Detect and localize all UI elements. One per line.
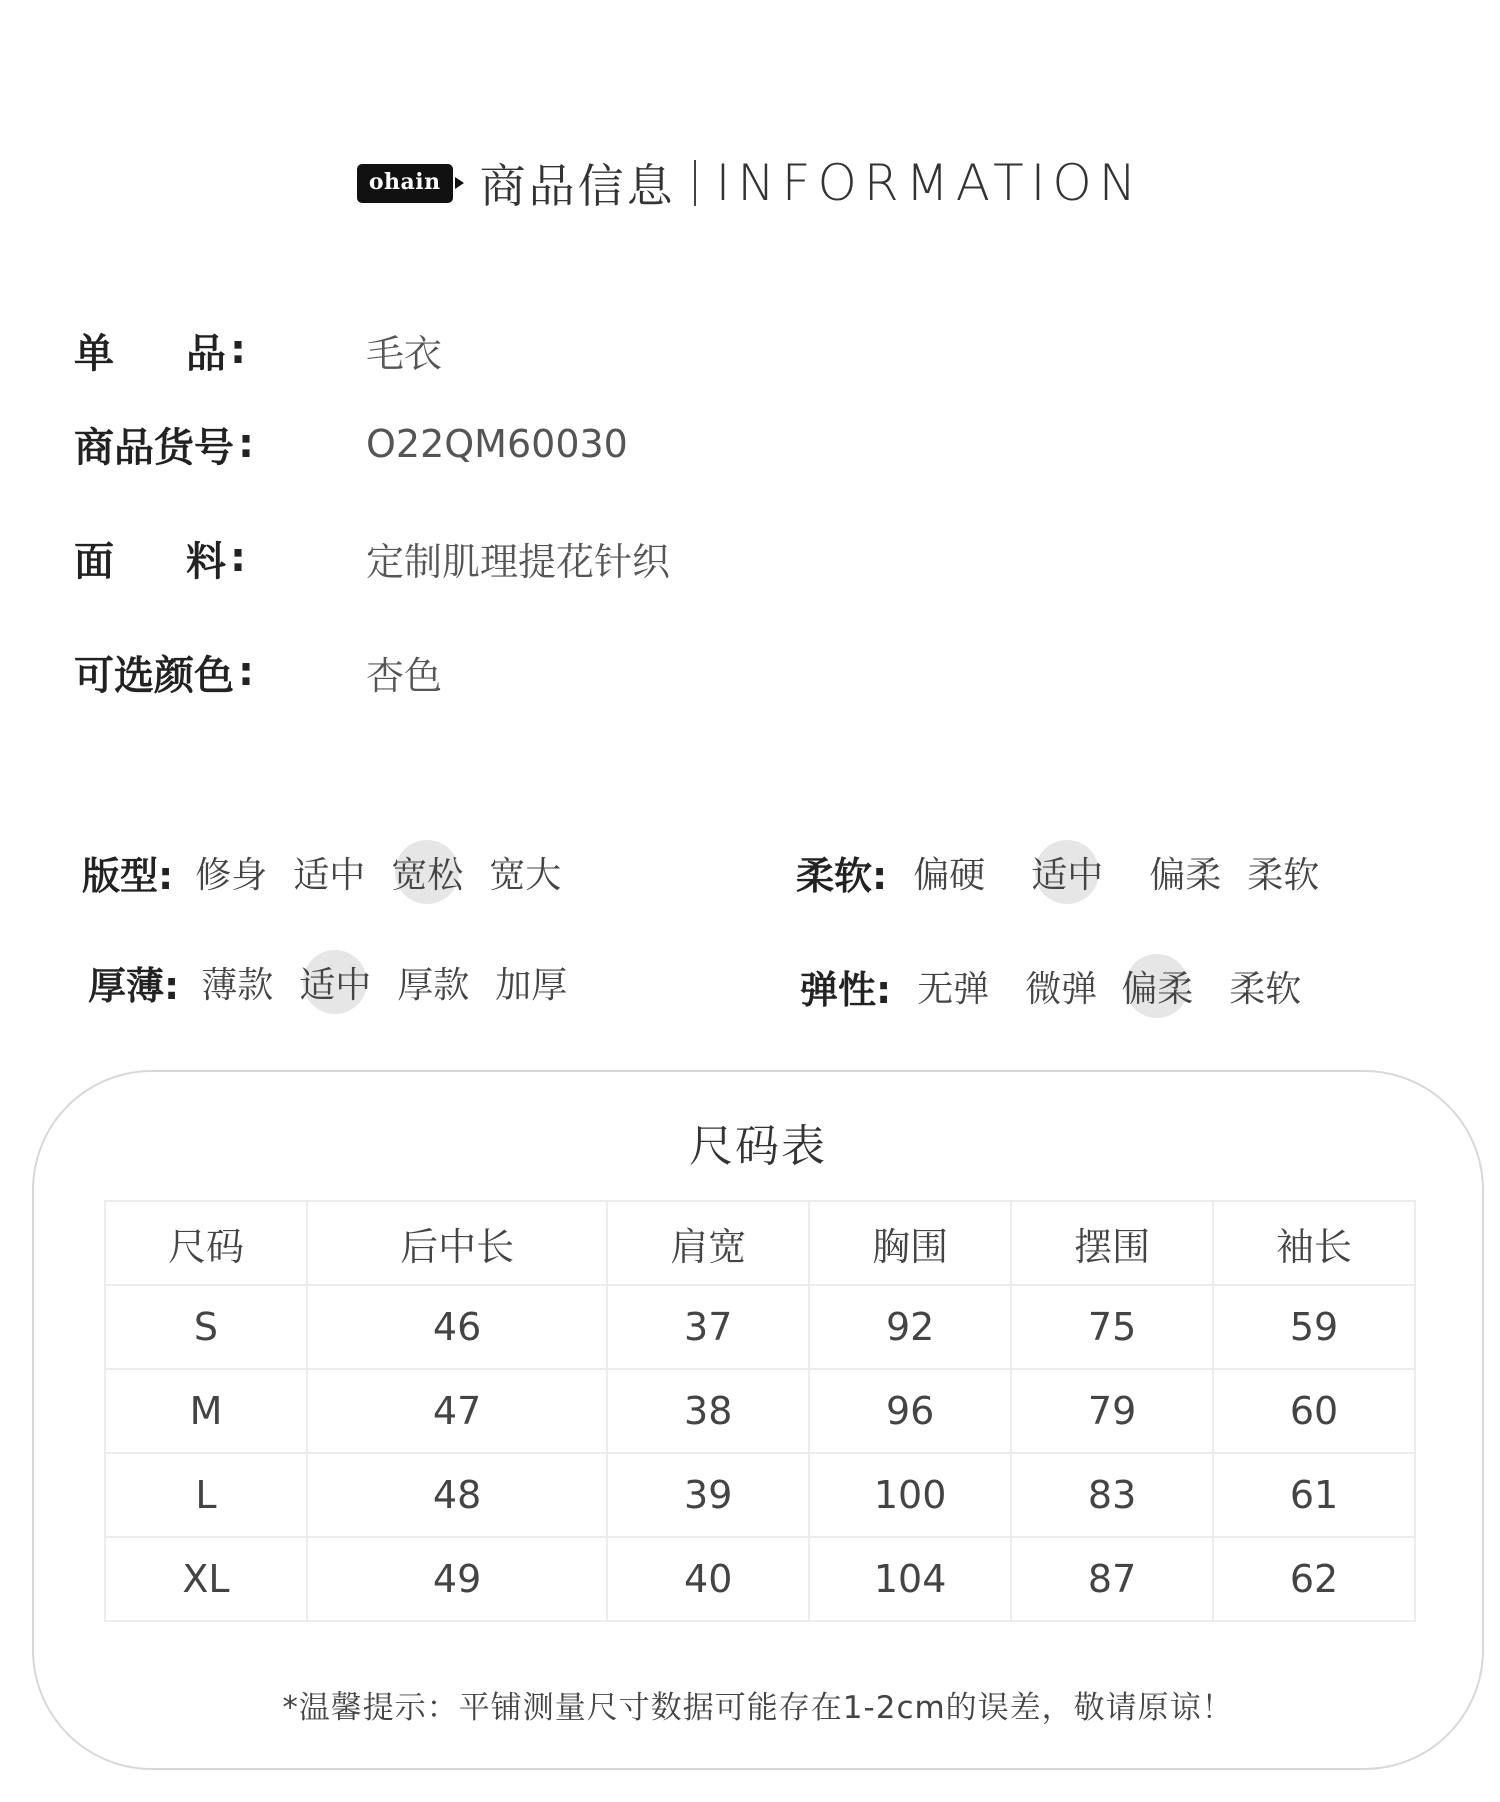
column-header: 袖长 — [1213, 1201, 1415, 1285]
info-row-sku — [74, 416, 628, 472]
info-value-sku: O22QM60030 — [366, 422, 628, 466]
size-chart-title: 尺码表 — [689, 1121, 827, 1172]
info-colon: : — [230, 327, 246, 373]
attr-option: 薄款 — [201, 964, 274, 1006]
table-cell: 59 — [1213, 1285, 1415, 1369]
logo-text: ohain — [357, 164, 453, 203]
info-value-fabric: 定制肌理提花针织 — [366, 539, 671, 584]
table-cell: 87 — [1011, 1537, 1213, 1621]
attr-fit — [82, 842, 587, 902]
attr-option: 宽大 — [489, 854, 562, 896]
table-row — [105, 1453, 1415, 1537]
play-arrow-icon — [455, 177, 464, 189]
section-title-en: INFORMATION — [715, 154, 1144, 212]
info-colon: : — [238, 421, 254, 467]
column-header: 尺码 — [105, 1201, 307, 1285]
size-chart-note: *温馨提示：平铺测量尺寸数据可能存在1-2cm的误差，敬请原谅！ — [282, 1690, 1234, 1726]
info-row-color — [74, 644, 442, 700]
info-row-fabric — [74, 530, 670, 586]
table-cell: 62 — [1213, 1537, 1415, 1621]
title-divider — [694, 160, 696, 206]
column-header: 后中长 — [307, 1201, 607, 1285]
attr-label-softness: 柔软: — [796, 853, 888, 898]
table-cell: 46 — [307, 1285, 607, 1369]
table-cell: 39 — [607, 1453, 809, 1537]
attr-option: 柔软 — [1247, 854, 1320, 896]
column-header: 摆围 — [1011, 1201, 1213, 1285]
info-colon: : — [230, 535, 246, 581]
attr-option-selected: 偏柔 — [1121, 961, 1193, 1012]
section-title-cn: 商品信息 — [479, 159, 676, 213]
brand-logo — [357, 164, 464, 203]
table-cell: 75 — [1011, 1285, 1213, 1369]
attr-label-elasticity: 弹性: — [800, 967, 892, 1012]
size-table — [104, 1200, 1416, 1622]
info-value-color: 杏色 — [366, 653, 443, 698]
info-value-item: 毛衣 — [366, 331, 443, 376]
attr-option-selected: 适中 — [1031, 847, 1103, 898]
table-cell: 38 — [607, 1369, 809, 1453]
info-label-char: 料 — [186, 538, 226, 585]
attr-elasticity — [800, 956, 1327, 1016]
info-label-sku: 商品货号 — [74, 424, 234, 471]
table-cell: 60 — [1213, 1369, 1415, 1453]
size-chart-card — [32, 1070, 1484, 1770]
attr-label-thickness: 厚薄: — [88, 963, 180, 1008]
table-cell: XL — [105, 1537, 307, 1621]
info-label-char: 品 — [186, 330, 226, 377]
attr-option: 无弹 — [917, 968, 990, 1010]
attr-option-selected: 适中 — [299, 957, 371, 1008]
attr-option: 柔软 — [1229, 968, 1302, 1010]
table-cell: S — [105, 1285, 307, 1369]
attr-option: 适中 — [293, 854, 366, 896]
section-header — [0, 152, 1500, 214]
attr-thickness — [88, 952, 593, 1012]
info-label-color: 可选颜色 — [74, 652, 234, 699]
table-row — [105, 1285, 1415, 1369]
attr-option: 加厚 — [495, 964, 568, 1006]
attr-label-fit: 版型: — [82, 853, 174, 898]
table-cell: 104 — [809, 1537, 1011, 1621]
table-cell: 49 — [307, 1537, 607, 1621]
table-cell: 37 — [607, 1285, 809, 1369]
table-header-row — [105, 1201, 1415, 1285]
table-cell: 100 — [809, 1453, 1011, 1537]
attr-option: 修身 — [195, 854, 268, 896]
table-cell: 92 — [809, 1285, 1011, 1369]
table-cell: 61 — [1213, 1453, 1415, 1537]
column-header: 肩宽 — [607, 1201, 809, 1285]
attr-option: 厚款 — [397, 964, 470, 1006]
table-cell: M — [105, 1369, 307, 1453]
table-cell: L — [105, 1453, 307, 1537]
info-row-item — [74, 322, 442, 378]
info-label-char: 单 — [74, 330, 114, 377]
table-cell: 96 — [809, 1369, 1011, 1453]
column-header: 胸围 — [809, 1201, 1011, 1285]
table-cell: 47 — [307, 1369, 607, 1453]
info-colon: : — [238, 649, 254, 695]
attr-option-selected: 宽松 — [391, 847, 463, 898]
table-cell: 79 — [1011, 1369, 1213, 1453]
attr-softness — [796, 842, 1345, 902]
table-row — [105, 1369, 1415, 1453]
attr-option: 偏柔 — [1149, 854, 1222, 896]
attr-option: 微弹 — [1025, 968, 1098, 1010]
table-cell: 83 — [1011, 1453, 1213, 1537]
table-cell: 40 — [607, 1537, 809, 1621]
info-label-char: 面 — [74, 538, 114, 585]
table-row — [105, 1537, 1415, 1621]
table-cell: 48 — [307, 1453, 607, 1537]
attr-option: 偏硬 — [913, 854, 986, 896]
